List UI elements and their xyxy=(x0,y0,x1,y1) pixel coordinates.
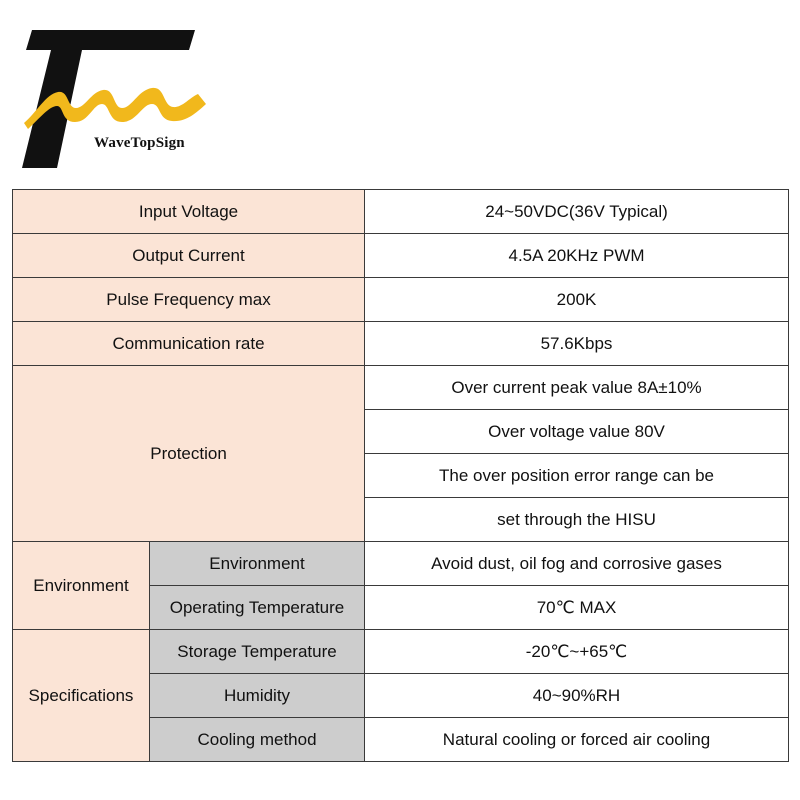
environment-value: Avoid dust, oil fog and corrosive gases xyxy=(365,542,789,586)
protection-value: The over position error range can be xyxy=(365,454,789,498)
spec-label: Communication rate xyxy=(13,322,365,366)
spec-value: 57.6Kbps xyxy=(365,322,789,366)
environment-sublabel: Humidity xyxy=(150,674,365,718)
spec-value: 24~50VDC(36V Typical) xyxy=(365,190,789,234)
protection-label: Protection xyxy=(13,366,365,542)
protection-value: set through the HISU xyxy=(365,498,789,542)
spec-value: 4.5A 20KHz PWM xyxy=(365,234,789,278)
table-row xyxy=(13,234,789,278)
brand-logo xyxy=(22,28,222,173)
table-row xyxy=(13,278,789,322)
environment-sublabel: Environment xyxy=(150,542,365,586)
environment-value: 70℃ MAX xyxy=(365,586,789,630)
spec-table xyxy=(12,189,789,762)
protection-value: Over current peak value 8A±10% xyxy=(365,366,789,410)
environment-value: 40~90%RH xyxy=(365,674,789,718)
table-row xyxy=(13,542,789,586)
environment-sublabel: Storage Temperature xyxy=(150,630,365,674)
protection-value: Over voltage value 80V xyxy=(365,410,789,454)
environment-sublabel: Operating Temperature xyxy=(150,586,365,630)
table-row xyxy=(13,190,789,234)
table-row xyxy=(13,322,789,366)
brand-name: WaveTopSign xyxy=(94,135,185,151)
spec-label: Output Current xyxy=(13,234,365,278)
specifications-group-label: Specifications xyxy=(13,630,150,762)
spec-label: Pulse Frequency max xyxy=(13,278,365,322)
spec-value: 200K xyxy=(365,278,789,322)
environment-group-label: Environment xyxy=(13,542,150,630)
environment-sublabel: Cooling method xyxy=(150,718,365,762)
table-row xyxy=(13,366,789,410)
environment-value: Natural cooling or forced air cooling xyxy=(365,718,789,762)
table-row xyxy=(13,630,789,674)
spec-label: Input Voltage xyxy=(13,190,365,234)
environment-value: -20℃~+65℃ xyxy=(365,630,789,674)
